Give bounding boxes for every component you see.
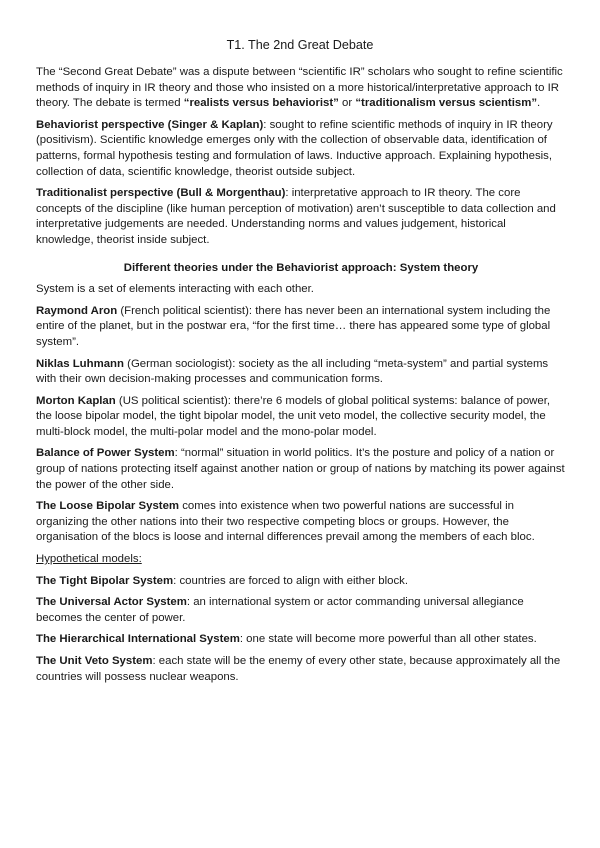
loose-bipolar-paragraph (36, 499, 566, 546)
behaviorist-text: : sought to refine scientific methods of inquiry in IR theory (positivism). Scientific knowledge emerges only with the collection of observable data, identification of patterns, formal hypothesis testing and formulation of laws. Inductive approach. Explaining hypothesis, collection of data, scientific knowledge, theorist outside subject. (36, 118, 553, 178)
luhmann-paragraph (36, 357, 566, 388)
tight-bipolar-paragraph (36, 574, 566, 590)
unit-veto-label: The Unit Veto System (36, 655, 153, 667)
luhmann-text: (German sociologist): society as the all including “meta-system” and partial systems with their own decision-making processes and communication forms. (36, 357, 549, 386)
intro-paragraph (36, 65, 566, 112)
balance-text: : “normal” situation in world politics. It’s the posture and policy of a nation or group of nations protecting itself against another nation or group of nations by matching its power against the power of the other side. (36, 447, 565, 491)
loose-bipolar-label: The Loose Bipolar System (36, 500, 180, 513)
tight-bipolar-text: : countries are forced to align with either block. (173, 574, 409, 587)
aron-paragraph (36, 304, 566, 351)
loose-bipolar-text: comes into existence when two powerful nations are successful in organizing the other nations into their two respective competing blocs or groups. However, the organisation of the blocs is loose and internal differences prevail among the members of each bloc. (36, 500, 535, 544)
hierarchical-label: The Hierarchical International System (36, 633, 240, 646)
traditionalist-text: : interpretative approach to IR theory. The core concepts of the discipline (like human perception of motivation) aren’t susceptible to data collection and interpretative judgements are needed. Understanding norms and values judgement, historical knowledge, theorist inside subject. (36, 187, 556, 246)
unit-veto-paragraph (36, 654, 566, 685)
balance-label: Balance of Power System (36, 447, 175, 460)
kaplan-text: (US political scientist): there’re 6 models of global political systems: balance of power, the loose bipolar model, the tight bipolar model, the unit veto model, the collective security model, the multi-block model, the multi-polar model and the mono-polar model. (36, 394, 551, 438)
kaplan-label: Morton Kaplan (36, 394, 116, 407)
system-definition: System is a set of elements interacting with each other. (36, 283, 314, 296)
luhmann-label: Niklas Luhmann (36, 357, 124, 370)
aron-label: Raymond Aron (36, 304, 118, 317)
hypothetical-models-label: Hypothetical models: (36, 553, 142, 566)
hierarchical-paragraph (36, 632, 566, 648)
unit-veto-text: : each state will be the enemy of every other state, because approximately all the countries will possess nuclear weapons. (36, 655, 561, 683)
intro-bold-realists: “realists versus behaviorist” (183, 97, 339, 110)
page-title: T1. The 2nd Great Debate (226, 38, 374, 52)
intro-text: The “Second Great Debate” was a dispute between “scientific IR” scholars who sought to refine scientific methods of inquiry in IR theory and those who insisted on a more historical/interpretative approach to IR theory. The debate is termed (36, 66, 563, 110)
hierarchical-text: : one state will become more powerful than all other states. (239, 633, 537, 646)
behaviorist-label: Behaviorist perspective (Singer & Kaplan) (36, 118, 264, 131)
traditionalist-paragraph (36, 186, 566, 248)
document-body (36, 65, 566, 691)
traditionalist-label: Traditionalist perspective (Bull & Morgenthau) (36, 187, 286, 200)
aron-text: (French political scientist): there has never been an international system including the entire of the planet, but in the postwar era, “for the first time… there has appeared some type of global system”. (36, 304, 551, 348)
universal-actor-paragraph (36, 595, 566, 626)
intro-bold-traditionalism: “traditionalism versus scientism” (355, 97, 538, 110)
intro-end: . (537, 97, 541, 110)
universal-actor-text: : an international system or actor commanding universal allegiance becomes the center of power. (36, 596, 524, 624)
section-heading: Different theories under the Behaviorist approach: System theory (123, 261, 479, 274)
intro-or: or (338, 97, 356, 110)
tight-bipolar-label: The Tight Bipolar System (36, 574, 174, 587)
universal-actor-label: The Universal Actor System (36, 596, 187, 609)
behaviorist-paragraph (36, 118, 566, 180)
kaplan-paragraph (36, 394, 566, 441)
balance-paragraph (36, 446, 566, 493)
